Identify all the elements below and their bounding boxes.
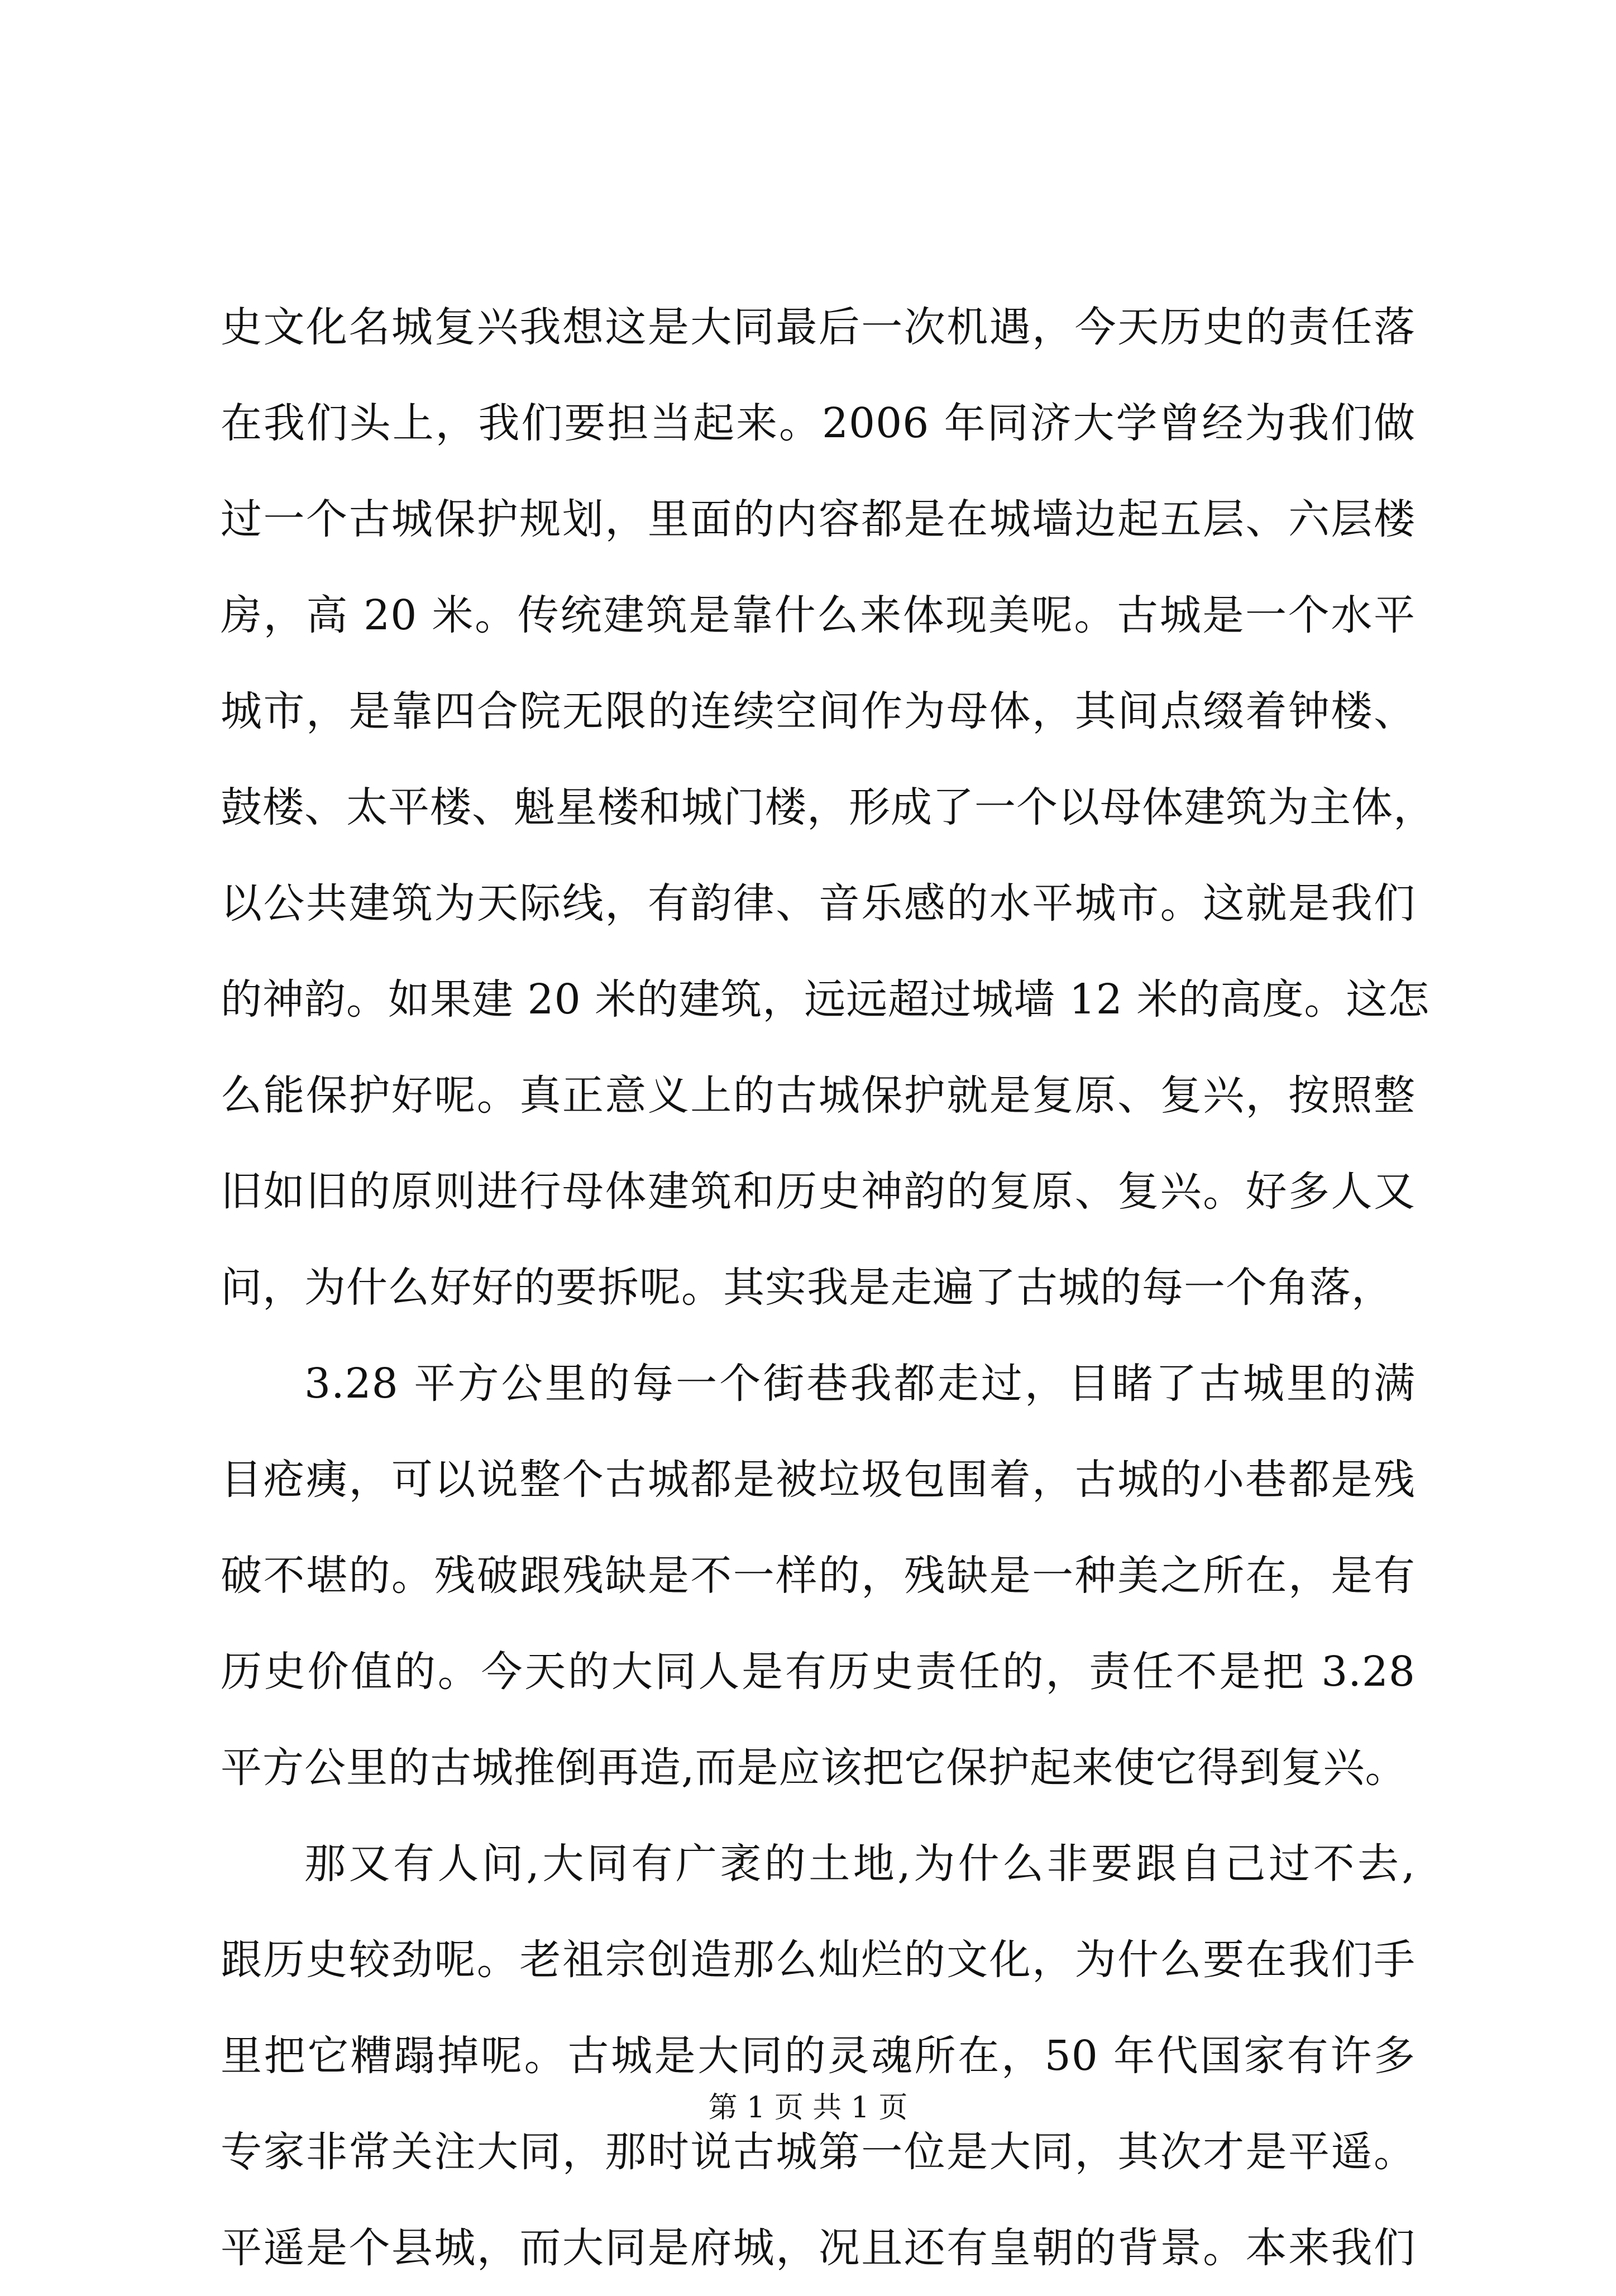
text-line-4: 房，高 20 米。传统建筑是靠什么来体现美呢。古城是一个水平	[221, 591, 1416, 639]
text-line-21: 平遥是个县城，而大同是府城，况且还有皇朝的背景。本来我们	[221, 2224, 1416, 2272]
text-line-11: 问，为什么好好的要拆呢。其实我是走遍了古城的每一个角落，	[221, 1264, 1393, 1312]
text-line-19: 里把它糟蹋掉呢。古城是大同的灵魂所在，50 年代国家有许多	[221, 2032, 1416, 2080]
text-line-20: 专家非常关注大同，那时说古城第一位是大同，其次才是平遥。	[221, 2128, 1416, 2176]
text-line-8: 的神韵。如果建 20 米的建筑，远远超过城墙 12 米的高度。这怎	[221, 975, 1430, 1023]
text-line-6: 鼓楼、太平楼、魁星楼和城门楼，形成了一个以母体建筑为主体，	[221, 783, 1435, 831]
text-line-14: 破不堪的。残破跟残缺是不一样的，残缺是一种美之所在，是有	[221, 1552, 1416, 1600]
text-line-12: 3.28 平方公里的每一个街巷我都走过，目睹了古城里的满	[304, 1360, 1416, 1408]
text-line-3: 过一个古城保护规划，里面的内容都是在城墙边起五层、六层楼	[221, 495, 1416, 543]
text-line-18: 跟历史较劲呢。老祖宗创造那么灿烂的文化，为什么要在我们手	[221, 1936, 1416, 1984]
text-line-7: 以公共建筑为天际线，有韵律、音乐感的水平城市。这就是我们	[221, 879, 1416, 927]
text-line-15: 历史价值的。今天的大同人是有历史责任的，责任不是把 3.28	[221, 1648, 1416, 1696]
text-line-2: 在我们头上，我们要担当起来。2006 年同济大学曾经为我们做	[221, 399, 1416, 447]
text-line-1: 史文化名城复兴我想这是大同最后一次机遇，今天历史的责任落	[221, 303, 1416, 351]
text-line-5: 城市，是靠四合院无限的连续空间作为母体，其间点缀着钟楼、	[221, 687, 1416, 735]
text-line-9: 么能保护好呢。真正意义上的古城保护就是复原、复兴，按照整	[221, 1072, 1416, 1120]
text-line-17: 那又有人问,大同有广袤的土地,为什么非要跟自己过不去,	[304, 1840, 1416, 1888]
text-line-13: 目疮痍，可以说整个古城都是被垃圾包围着，古城的小巷都是残	[221, 1456, 1416, 1504]
page-footer: 第 1 页 共 1 页	[708, 2091, 908, 2125]
body-text	[221, 279, 1435, 2296]
text-line-16: 平方公里的古城推倒再造,而是应该把它保护起来使它得到复兴。	[221, 1744, 1407, 1792]
text-line-10: 旧如旧的原则进行母体建筑和历史神韵的复原、复兴。好多人又	[221, 1168, 1416, 1216]
